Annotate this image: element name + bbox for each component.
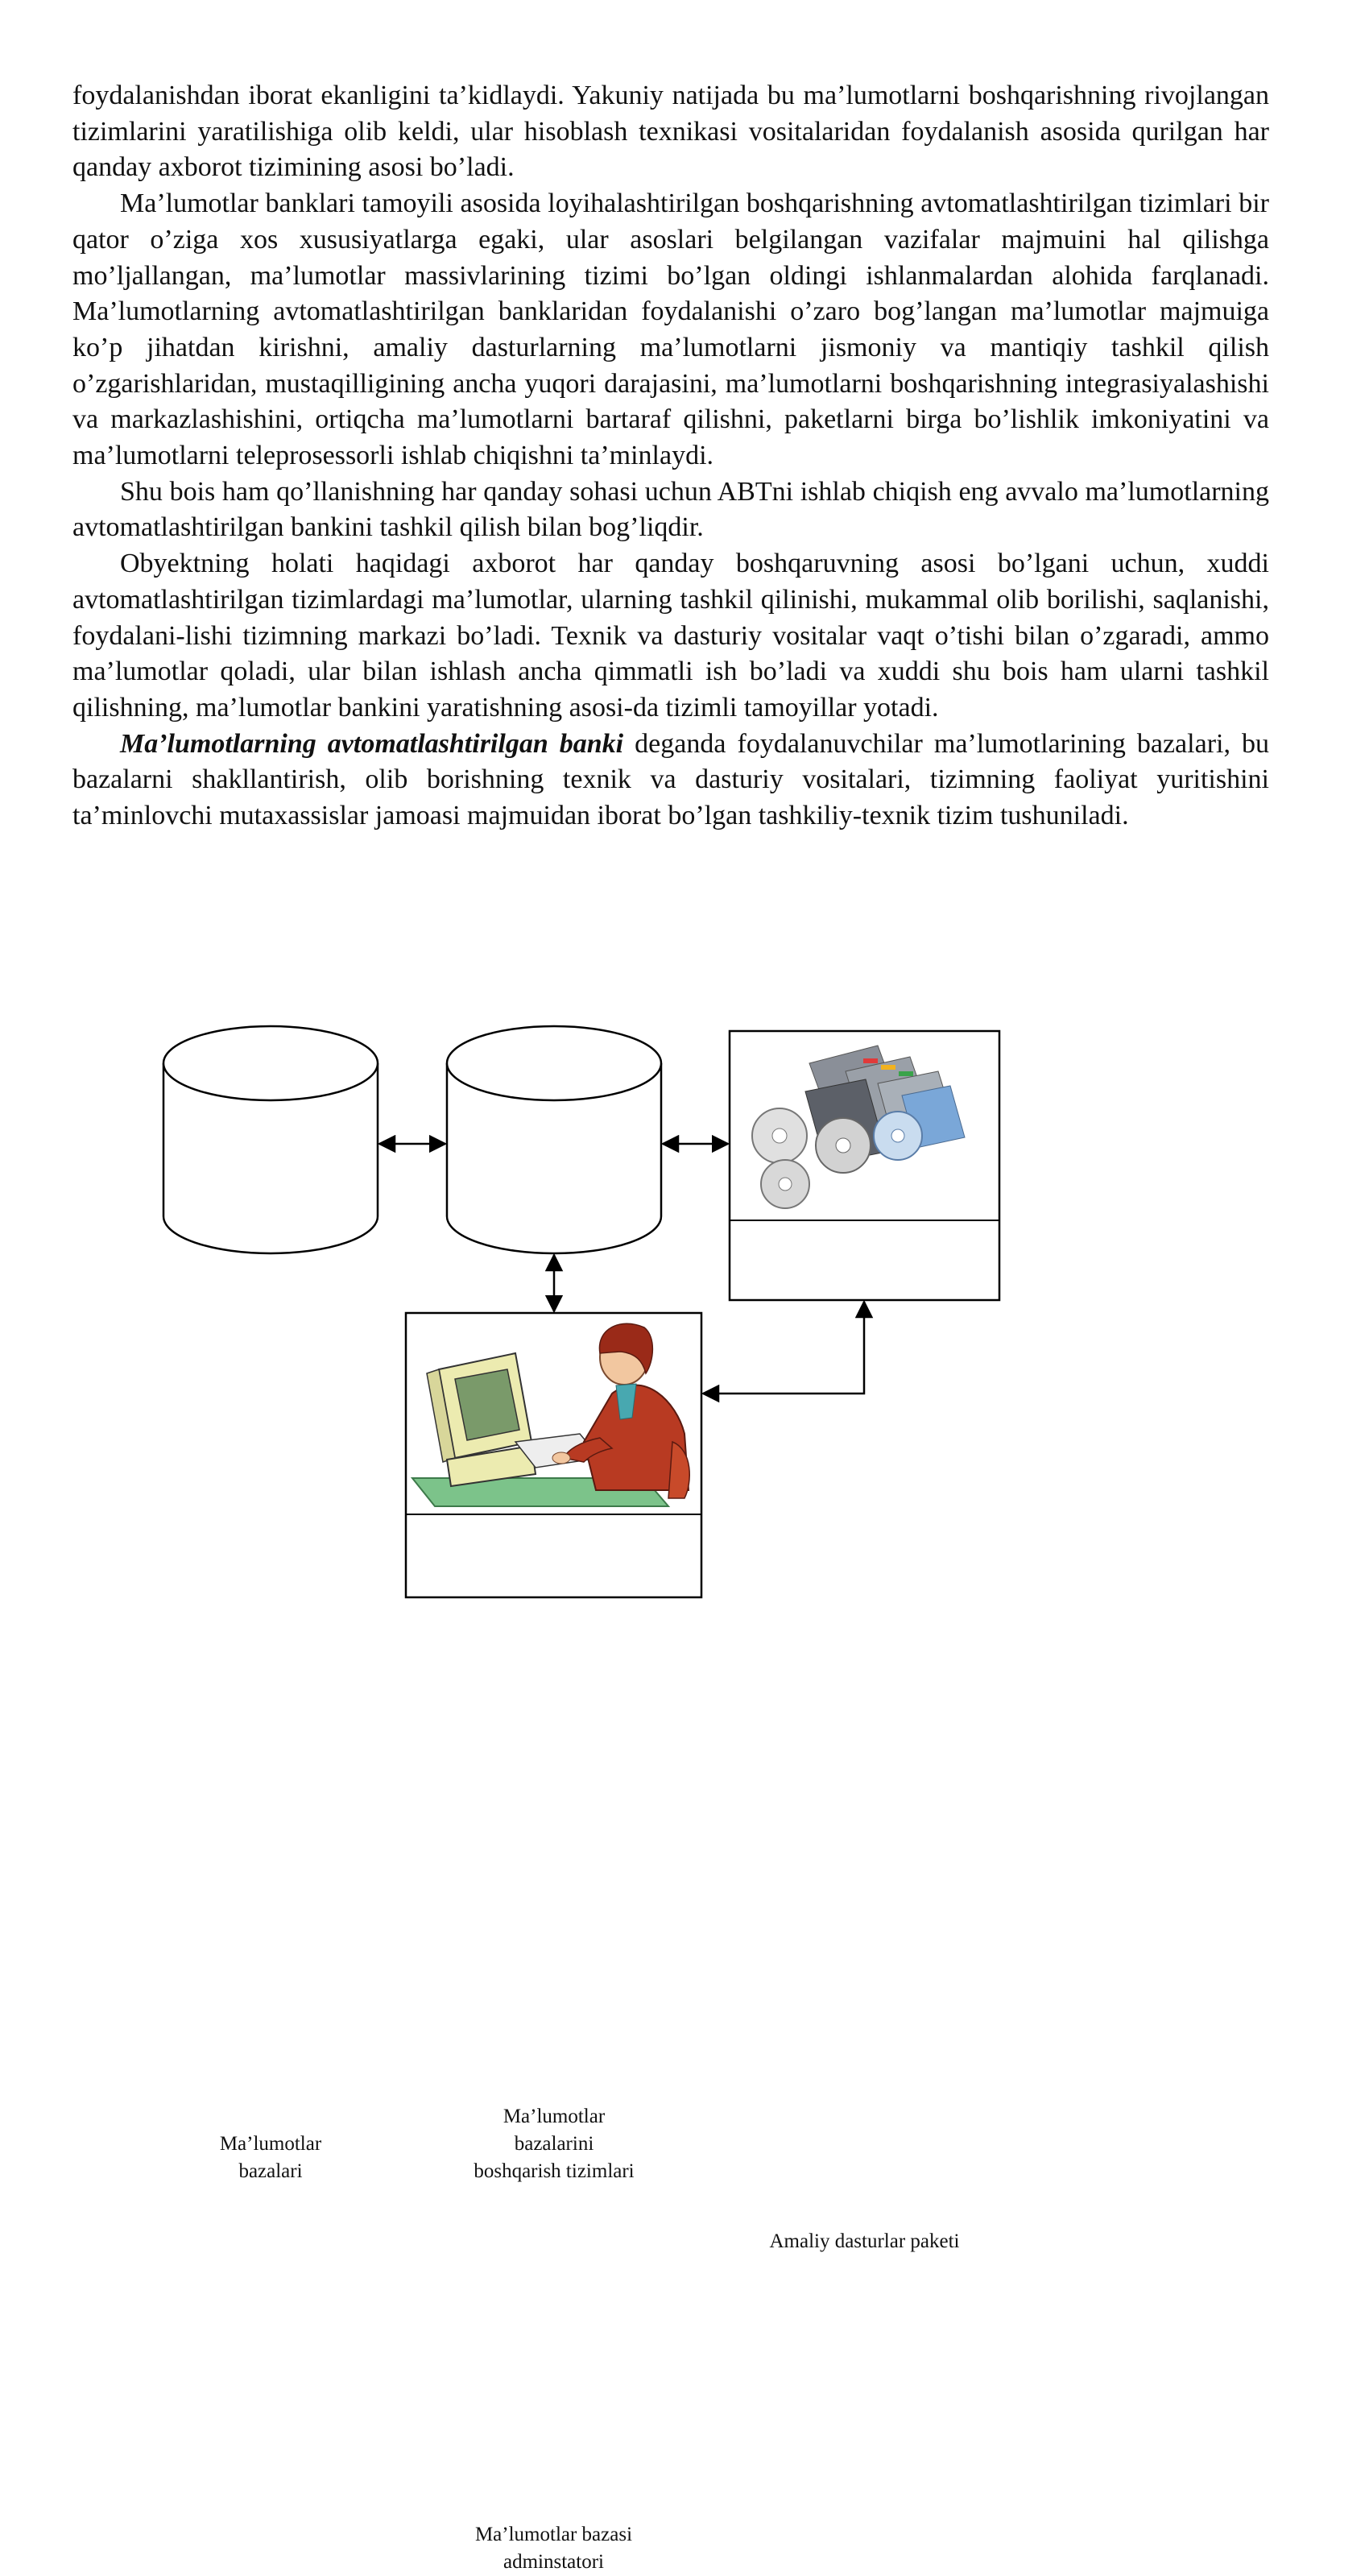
arrow-admin-packages <box>703 1302 864 1394</box>
app-packages-label: Amaliy dasturlar paketi <box>769 2230 960 2252</box>
body-text <box>72 78 1269 835</box>
paragraph-2: Ma’lumotlar banklari tamoyili asosida loyihalashtirilgan boshqarishning avtomatlashtirilgan tizimlari bir qator o’ziga xos xususiyatlarga egaki, ular asoslari belgilangan vazifalar majmuini hal qilishga mo’ljallangan, ma’lumotlar massivlarining tizimi bo’lgan oldingi ishlanmalardan alohida farqlanadi. Ma’lumotlarning avtomatlashtirilgan banklaridan foydalanishi o’zaro bog’langan ma’lumotlar majmuiga ko’p jihatdan kirishni, amaliy dasturlarning ma’lumotlarni jismoniy va mantiqiy tashkil qilish o’zgarishlaridan, mustaqilligining ancha yuqori darajasini, ma’lumotlarni boshqarishning integrasiyalashishi va markazlashishini, ortiqcha ma’lumotlarni bartaraf qilishni, paketlarni birga bo’lishlik imkoniyatini va ma’lumotlarni teleprosessorli ishlab chiqishni ta’minlaydi. <box>72 188 1269 471</box>
defined-term: Ma’lumotlarning avtomatlashtirilgan banki <box>120 728 624 759</box>
paragraph-4: Obyektning holati haqidagi axborot har qanday boshqaruvning asosi bo’lgani uchun, xuddi avtomatlashtirilgan tizimlardagi ma’lumotlar, ularning tashkil qilinishi, mukammal olib borilishi, saqlanishi, foydalani-lishi tizimning markazi bo’ladi. Texnik va dasturiy vositalar vaqt o’tishi bilan o’zgaradi, ammo ma’lumotlar qoladi, ular bilan ishlash ancha qimmatli ish bo’ladi va xuddi shu bois ham ularni tashkil qilishning, ma’lumotlar bankini yaratishning asosi-da tizimli tamoyillar yotadi. <box>72 549 1269 723</box>
diagram-shapes <box>0 999 1369 1611</box>
databases-cylinder <box>163 1026 378 1253</box>
dbms-label: Ma’lumotlar bazalarini boshqarish tizimlari <box>474 2106 635 2182</box>
paragraph-1: foydalanishdan iborat ekanligini ta’kidlaydi. Yakuniy natijada bu ma’lumotlarni boshqarishning rivojlangan tizimlarini yaratilishiga olib keldi, ular hisoblash texnikasi vositalaridan foydalanish asosida qurilgan har qanday axborot tizimining asosi bo’ladi. <box>72 81 1269 183</box>
administrator-label: Ma’lumotlar bazasi adminstatori <box>474 2524 633 2573</box>
paragraph-3: Shu bois ham qo’llanishning har qanday sohasi uchun ABTni ishlab chiqish eng avvalo ma’lumotlarning avtomatlashtirilgan bankini tashkil qilish bilan bog’liqdir. <box>72 476 1269 543</box>
definition-text: deganda foydalanuvchilar ma’lumotlarining bazalari, bu bazalarni shakllantirish, olib borishning texnik va dasturiy vositalari, tizimning faoliyat yuritishini ta’minlovchi mutaxassislar jamoasi majmuidan iborat bo’lgan tashkiliy-texnik tizim tushuniladi. <box>72 728 1270 831</box>
data-bank-diagram <box>0 999 1369 2573</box>
paragraph-5 <box>72 727 1269 835</box>
databases-label: Ma’lumotlar bazalari <box>219 2133 322 2182</box>
dbms-cylinder <box>447 1026 661 1253</box>
